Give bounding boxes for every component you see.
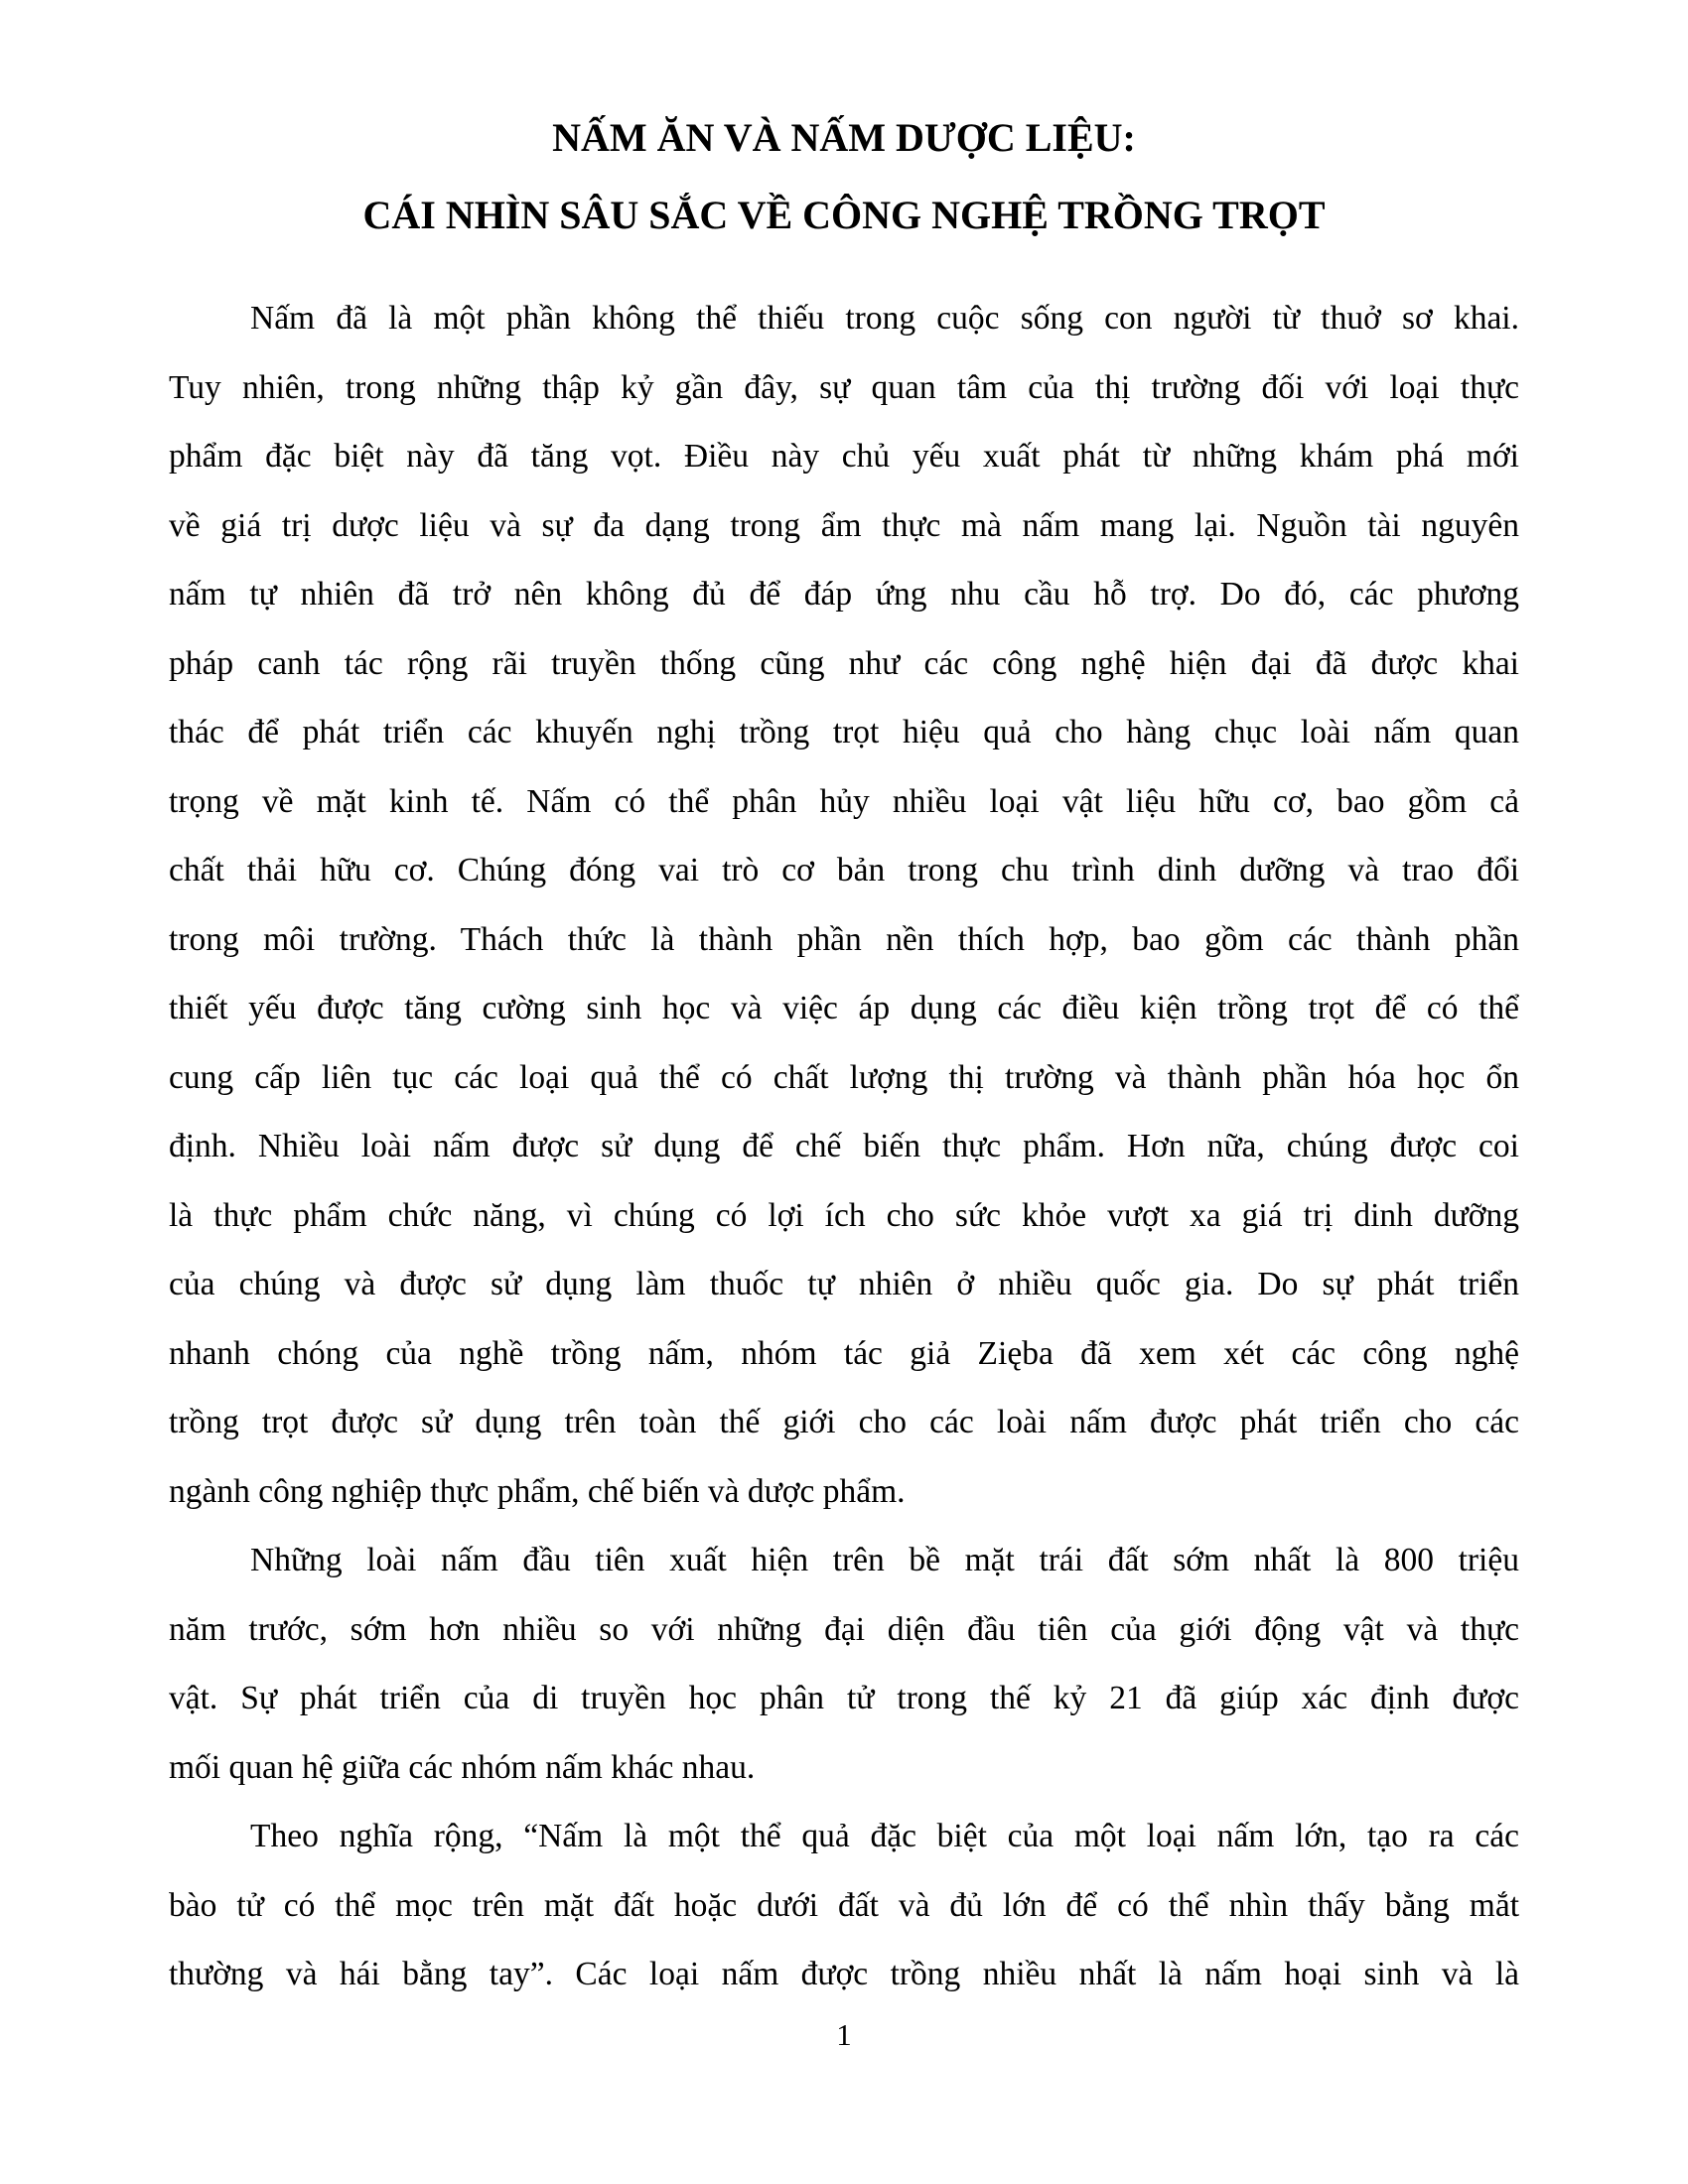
page-number: 1: [836, 2017, 852, 2052]
text-line: Theo nghĩa rộng, “Nấm là một thể quả đặc biệt của một loại nấm lớn, tạo ra các: [250, 1818, 1519, 1854]
text-line: của chúng và được sử dụng làm thuốc tự nhiên ở nhiều quốc gia. Do sự phát triển: [169, 1266, 1519, 1302]
paragraph: [169, 284, 1519, 1526]
text-line: vật. Sự phát triển của di truyền học phân tử trong thế kỷ 21 đã giúp xác định được: [169, 1680, 1519, 1716]
text-line: Tuy nhiên, trong những thập kỷ gần đây, sự quan tâm của thị trường đối với loại thực: [169, 368, 1519, 406]
text-line: là thực phẩm chức năng, vì chúng có lợi ích cho sức khỏe vượt xa giá trị dinh dưỡng: [169, 1196, 1519, 1234]
text-line: bào tử có thể mọc trên mặt đất hoặc dưới đất và đủ lớn để có thể nhìn thấy bằng mắt: [169, 1886, 1519, 1924]
text-line: về giá trị dược liệu và sự đa dạng trong ẩm thực mà nấm mang lại. Nguồn tài nguyên: [169, 506, 1519, 544]
text-line: nấm tự nhiên đã trở nên không đủ để đáp ứng nhu cầu hỗ trợ. Do đó, các phương: [169, 576, 1519, 613]
text-block: [169, 99, 1519, 2009]
text-line: năm trước, sớm hơn nhiều so với những đại diện đầu tiên của giới động vật và thực: [169, 1610, 1519, 1648]
text-line: trồng trọt được sử dụng trên toàn thế giới cho các loài nấm được phát triển cho các: [169, 1404, 1519, 1440]
text-line: trong môi trường. Thách thức là thành phần nền thích hợp, bao gồm các thành phần: [169, 920, 1519, 958]
paragraph: [169, 1526, 1519, 1802]
text-line: định. Nhiều loài nấm được sử dụng để chế biến thực phẩm. Hơn nữa, chúng được coi: [169, 1128, 1519, 1164]
text-line: chất thải hữu cơ. Chúng đóng vai trò cơ bản trong chu trình dinh dưỡng và trao đổi: [169, 852, 1519, 888]
text-line: phẩm đặc biệt này đã tăng vọt. Điều này chủ yếu xuất phát từ những khám phá mới: [169, 438, 1519, 475]
text-line: Những loài nấm đầu tiên xuất hiện trên bề mặt trái đất sớm nhất là 800 triệu: [250, 1542, 1519, 1578]
text-line: pháp canh tác rộng rãi truyền thống cũng như các công nghệ hiện đại đã được khai: [169, 644, 1519, 682]
document-title-line-2: CÁI NHÌN SÂU SẮC VỀ CÔNG NGHỆ TRỒNG TRỌT: [362, 193, 1326, 237]
text-line: trọng về mặt kinh tế. Nấm có thể phân hủy nhiều loại vật liệu hữu cơ, bao gồm cả: [169, 782, 1519, 820]
text-line: ngành công nghiệp thực phẩm, chế biến và dược phẩm.: [169, 1472, 906, 1510]
document-title-line-1: NẤM ĂN VÀ NẤM DƯỢC LIỆU:: [552, 115, 1136, 160]
text-line: cung cấp liên tục các loại quả thể có chất lượng thị trường và thành phần hóa học ổn: [169, 1058, 1519, 1096]
text-line: Nấm đã là một phần không thể thiếu trong cuộc sống con người từ thuở sơ khai.: [250, 300, 1519, 337]
text-line: thường và hái bằng tay”. Các loại nấm được trồng nhiều nhất là nấm hoại sinh và là: [169, 1956, 1519, 1992]
text-line: mối quan hệ giữa các nhóm nấm khác nhau.: [169, 1748, 756, 1786]
text-line: thiết yếu được tăng cường sinh học và việc áp dụng các điều kiện trồng trọt để có thể: [169, 990, 1519, 1026]
text-line: nhanh chóng của nghề trồng nấm, nhóm tác giả Zięba đã xem xét các công nghệ: [169, 1334, 1519, 1372]
paragraph: [169, 1802, 1519, 2009]
paragraphs-container: [169, 284, 1519, 2009]
text-line: thác để phát triển các khuyến nghị trồng trọt hiệu quả cho hàng chục loài nấm quan: [169, 714, 1519, 751]
